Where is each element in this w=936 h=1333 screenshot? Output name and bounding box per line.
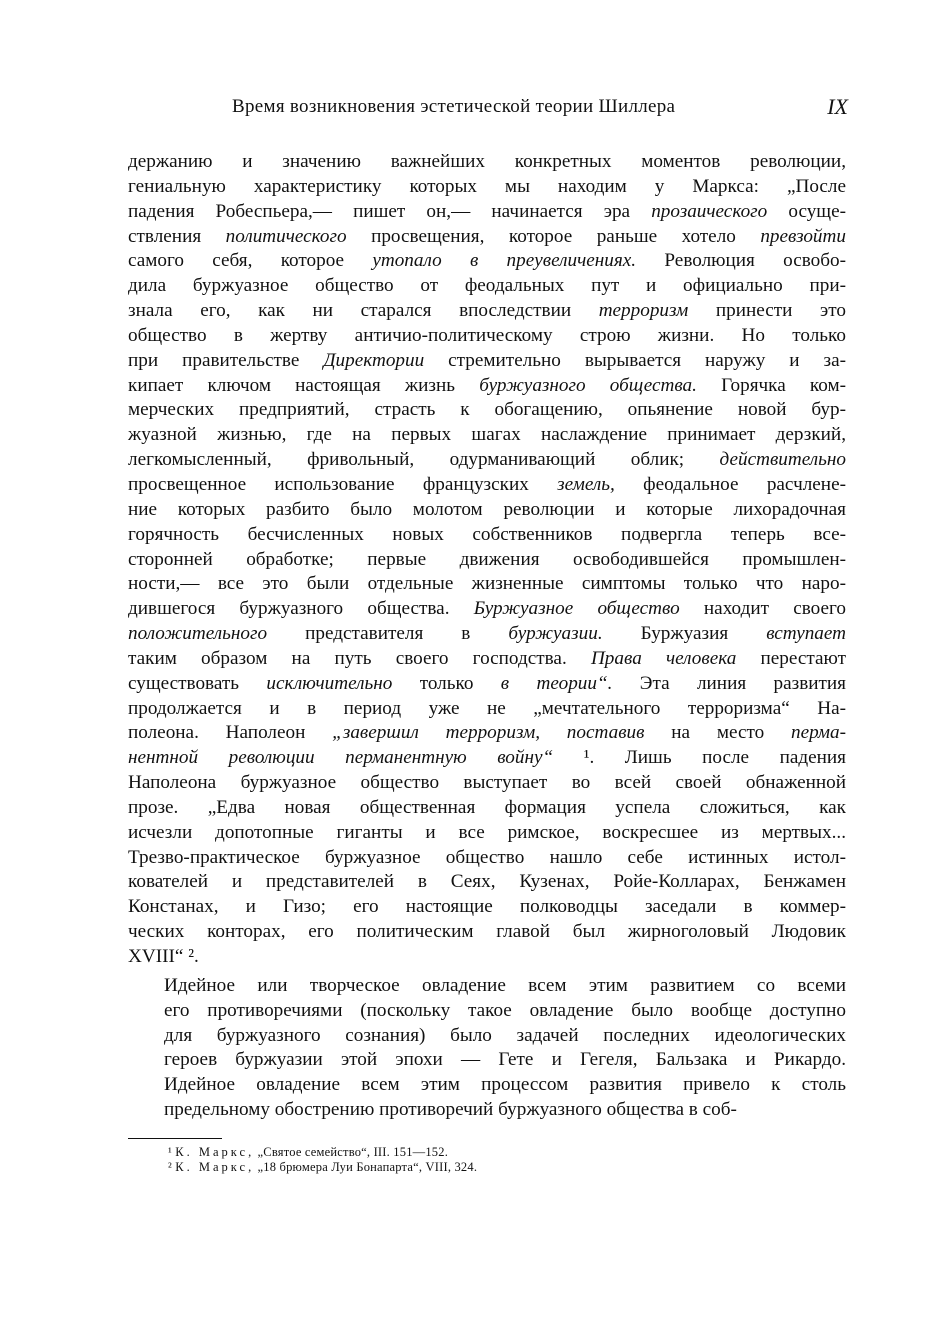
text-line: жуазной жизнью, где на первых шагах наслаждение принимает дерзкий,	[128, 424, 846, 446]
text-line: сторонней обработке; первые движения освободившейся промышлен-	[128, 548, 846, 570]
text-line: продолжается и в период уже не „мечтательного терроризма“ На-	[128, 697, 846, 719]
footnote-marker: ²	[168, 1160, 172, 1174]
text-line: нентной революции перманентную войну“ ¹. Лишь после падения	[128, 747, 846, 769]
paragraph-2	[128, 974, 846, 1123]
text-line: XVIII“ ².	[128, 946, 199, 967]
text-line: общество в жертву античио-политическому строю жизни. Но только	[128, 324, 846, 346]
text-line: при правительстве Директории стремительно вырывается наружу и за-	[128, 349, 846, 371]
text-line: существовать исключительно только в теории“. Эта линия развития	[128, 672, 847, 694]
text-line: кователей и представителей в Сеях, Кузенах, Ройе-Колларах, Бенжамен	[128, 871, 846, 893]
footnote-rule	[128, 1138, 222, 1139]
text-line: держанию и значению важнейших конкретных моментов революции,	[128, 151, 846, 172]
text-line: его противоречиями (поскольку такое овладение было вообще доступно	[164, 999, 846, 1021]
text-line: Наполеона буржуазное общество выступает во всей своей обнаженной	[128, 772, 846, 794]
text-line: положительного представителя в буржуазии. Буржуазия вступает	[128, 623, 847, 645]
paragraph-1	[128, 150, 846, 970]
text-line: Идейное или творческое овладение всем этим развитием со всеми	[164, 974, 846, 996]
text-line: самого себя, которое утопало в преувеличениях. Революция освобо-	[128, 250, 846, 272]
text-line: предельному обострению противоречий буржуазного общества в соб-	[164, 1099, 737, 1121]
text-line: дила буржуазное общество от феодальных пут и официально при-	[128, 275, 846, 297]
running-header-title: Время возникновения эстетической теории Шиллера	[232, 96, 676, 117]
text-line: исчезли допотопные гиганты и все римское, воскресшее из мертвых...	[128, 821, 846, 843]
text-line: мерческих предприятий, страсть к обогащению, опьянение новой бур-	[128, 399, 846, 421]
footnote-1	[168, 1145, 477, 1160]
text-line: ствления политического просвещения, которое раньше хотело превзойти	[128, 225, 846, 247]
text-line: для буржуазного сознания) было задачей последних идеологических	[164, 1024, 846, 1046]
text-line: дившегося буржуазного общества. Буржуазное общество находит своего	[128, 598, 846, 620]
running-header	[128, 96, 848, 124]
text-line: ности,— все это были отдельные жизненные симптомы только что наро-	[128, 573, 846, 595]
text-line: Констанах, и Гизо; его настоящие полководцы заседали в коммер-	[128, 896, 846, 918]
text-line: гениальную характеристику которых мы находим у Маркса: „После	[128, 175, 846, 197]
text-line: прозе. „Едва новая общественная формация успела сложиться, как	[128, 796, 846, 818]
footnote-2	[168, 1160, 477, 1175]
text-line: кипает ключом настоящая жизнь буржуазного общества. Горячка ком-	[128, 374, 847, 396]
text-line: легкомысленный, фривольный, одурманивающий облик; действительно	[128, 449, 846, 471]
text-line: горячность бесчисленных новых собственников подвергла теперь все-	[128, 523, 846, 545]
text-line: героев буржуазии этой эпохи — Гете и Гегеля, Бальзака и Рикардо.	[164, 1049, 846, 1071]
body-text	[128, 150, 846, 1123]
text-line: таким образом на путь своего господства. Права человека перестают	[128, 647, 846, 669]
footnote-marker: ¹	[168, 1145, 172, 1159]
text-line: ние которых разбито было молотом революции и которые лихорадочная	[128, 498, 846, 520]
text-line: Трезво-практическое буржуазное общество нашло себе истинных истол-	[128, 846, 846, 868]
footnote-source: „18 брюмера Луи Бонапарта“, VIII, 324.	[257, 1160, 478, 1174]
text-line: просвещенное использование французских земель, феодальное расчлене-	[128, 473, 846, 495]
footnote-author: К. Маркс,	[175, 1145, 255, 1159]
footnotes	[168, 1145, 477, 1175]
text-line: Идейное овладение всем этим процессом развития привело к столь	[164, 1074, 846, 1096]
text-line: падения Робеспьера,— пишет он,— начинается эра прозаического осуще-	[128, 200, 846, 222]
footnote-source: „Святое семейство“, III. 151—152.	[257, 1145, 449, 1159]
footnote-author: К. Маркс,	[175, 1160, 255, 1174]
text-line: полеона. Наполеон „завершил терроризм, поставив на место перма-	[128, 722, 847, 744]
text-line: знала его, как ни старался впоследствии терроризм принести это	[128, 300, 846, 322]
page-number: IX	[827, 94, 848, 119]
text-line: ческих конторах, его политическим главой был жирноголовый Людовик	[128, 921, 846, 943]
